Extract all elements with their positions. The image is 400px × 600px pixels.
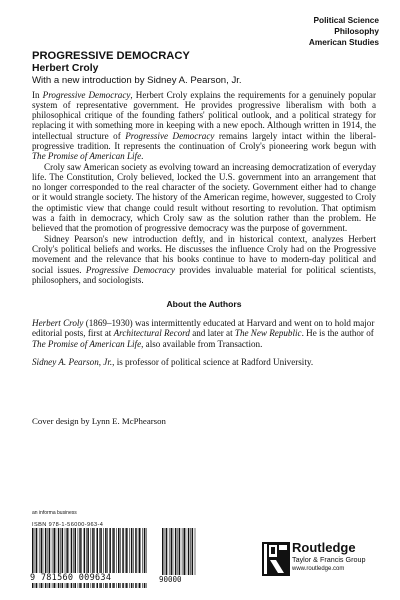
barcode-bar xyxy=(184,528,186,575)
barcode-bar xyxy=(173,528,174,575)
description-paragraph-1: In Progressive Democracy, Herbert Croly explains the requirements for a genuinely popular system of representative government. He provides progressive liberalism with both a philosophical critique of the founding fathers' political outlook, and a political strategy for replacing it with something more in keeping with a new epoch. Although written in 1914, the intellectual structure of Progressive Democracy remains largely intact within the liberal-progressive tradition. It represents the continuation of Croly's pioneering work begun with The Promise of American Life. xyxy=(32,89,377,162)
isbn-label: ISBN 978-1-56000-963-4 xyxy=(32,522,104,528)
barcode-bar xyxy=(179,528,181,575)
subject-categories xyxy=(309,15,379,48)
price-barcode xyxy=(160,528,198,575)
publisher-group: Taylor & Francis Group xyxy=(292,555,366,564)
about-authors-heading: About the Authors xyxy=(166,299,242,310)
back-cover-text xyxy=(32,50,376,371)
author-bio-pearson: Sidney A. Pearson, Jr., is professor of political science at Radford University. xyxy=(32,357,314,368)
barcode-digits: 9 781560 009634 xyxy=(28,573,156,583)
barcode-bar xyxy=(188,528,190,575)
barcode-bar xyxy=(190,528,191,575)
barcode-bar xyxy=(165,528,166,575)
barcode-bar xyxy=(169,528,170,575)
barcode-bar xyxy=(195,528,196,575)
description-paragraph-3: Sidney Pearson's new introduction deftly, and in historical context, analyzes Herbert Croly's political beliefs and works. He discusses the influence Croly had on the Progressive movement and the relevance that his books continue to have to modern-day political and social issues. Progressive Democracy provides invaluable material for political scientists, philosophers, and sociologists. xyxy=(32,233,376,285)
category-label: Political Science xyxy=(313,15,379,25)
description-paragraph-2: Croly saw American society as evolving toward an increasing democratization of everyday life. The Constitution, Croly believed, locked the U.S. government into an arrangement that no longer corresponded to the real character of the society. Government either had to change or it would strangle society. The history of the American regime, however, suggested to Croly the optimistic view that change could result without resorting to revolution. That optimism was a faith in democracy, which Croly saw as the solution rather than the problem. He believed that the promotion of progressive democracy was the purpose of government. xyxy=(32,161,376,234)
barcode-bar xyxy=(182,528,183,575)
barcode-bar xyxy=(171,528,173,575)
publisher-block xyxy=(292,541,366,573)
barcode-bar xyxy=(192,528,194,575)
publisher-url[interactable]: www.routledge.com xyxy=(292,566,345,572)
category-label: American Studies xyxy=(308,37,379,47)
category-label: Philosophy xyxy=(334,26,379,36)
book-author: Herbert Croly xyxy=(32,62,99,74)
book-title: PROGRESSIVE DEMOCRACY xyxy=(32,50,190,62)
introduction-credit: With a new introduction by Sidney A. Pearson, Jr. xyxy=(32,75,242,86)
barcode-bar xyxy=(175,528,177,575)
informa-tagline: an informa business xyxy=(32,510,77,516)
barcode-bar xyxy=(178,528,179,575)
routledge-logo-icon xyxy=(262,542,290,576)
barcode-bar xyxy=(162,528,164,575)
price-barcode-digits: 90000 xyxy=(159,575,182,584)
cover-design-credit: Cover design by Lynn E. McPhearson xyxy=(32,416,166,426)
author-bio-croly: Herbert Croly (1869–1930) was intermittently educated at Harvard and went on to hold major editorial posts, first at Architectural Record and later at The New Republic. He is the author of The Promise of American Life, also available from Transaction. xyxy=(32,318,375,349)
barcode-bar xyxy=(166,528,168,575)
barcode-bar xyxy=(186,528,187,575)
publisher-name: Routledge xyxy=(292,540,356,555)
